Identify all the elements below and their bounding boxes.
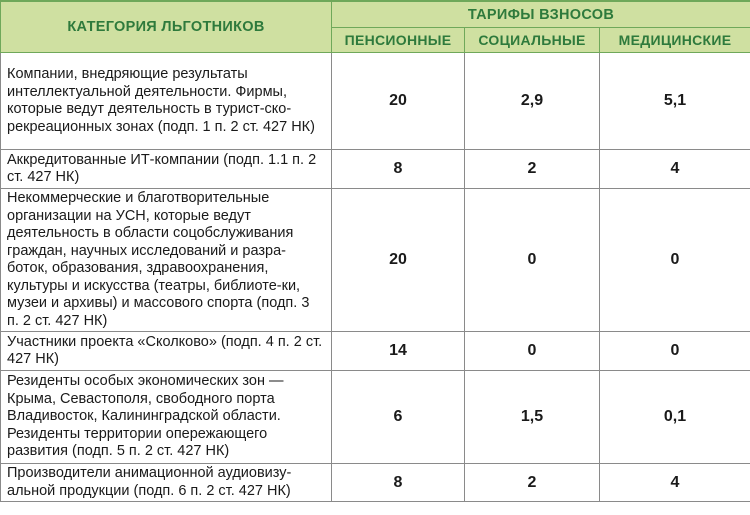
header-pension: ПЕНСИОННЫЕ	[332, 28, 465, 53]
row-pension: 14	[332, 332, 465, 371]
row-medical: 4	[600, 464, 750, 502]
header-group: ТАРИФЫ ВЗНОСОВ	[332, 1, 750, 28]
table-row	[1, 464, 750, 502]
row-pension: 8	[332, 464, 465, 502]
row-category: Производители анимационной аудиовизу-альной продукции (подп. 6 п. 2 ст. 427 НК)	[1, 464, 332, 502]
table-row	[1, 332, 750, 371]
row-social: 0	[465, 332, 600, 371]
row-medical: 0	[600, 332, 750, 371]
header-social: СОЦИАЛЬНЫЕ	[465, 28, 600, 53]
row-medical: 0,1	[600, 371, 750, 464]
row-category: Компании, внедряющие результаты интеллектуальной деятельности. Фирмы, которые ведут деятельность в турист-ско-рекреационных зонах (подп. 1 п. 2 ст. 427 НК)	[1, 53, 332, 150]
row-medical: 5,1	[600, 53, 750, 150]
row-social: 1,5	[465, 371, 600, 464]
row-category: Участники проекта «Сколково» (подп. 4 п. 2 ст. 427 НК)	[1, 332, 332, 371]
row-social: 0	[465, 189, 600, 332]
row-category: Аккредитованные ИТ-компании (подп. 1.1 п. 2 ст. 427 НК)	[1, 150, 332, 189]
table-body	[1, 53, 750, 502]
row-pension: 6	[332, 371, 465, 464]
row-category: Резиденты особых экономических зон — Крыма, Севастополя, свободного порта Владивосток, Калининградской области. Резиденты территории опережающего развития (подп. 5 п. 2 ст. 427 НК)	[1, 371, 332, 464]
table-row	[1, 189, 750, 332]
row-category: Некоммерческие и благотворительные организации на УСН, которые ведут деятельность в области соцобслуживания граждан, научных исследований и разра-боток, образования, здравоохранения, культуры и искусства (театры, библиоте-ки, музеи и архивы) и массового спорта (подп. 3 п. 2 ст. 427 НК)	[1, 189, 332, 332]
row-medical: 4	[600, 150, 750, 189]
table-row	[1, 53, 750, 150]
row-medical: 0	[600, 189, 750, 332]
table-row	[1, 371, 750, 464]
row-pension: 8	[332, 150, 465, 189]
header-category: КАТЕГОРИЯ ЛЬГОТНИКОВ	[1, 1, 332, 53]
row-social: 2	[465, 464, 600, 502]
row-pension: 20	[332, 189, 465, 332]
table-row	[1, 150, 750, 189]
row-pension: 20	[332, 53, 465, 150]
row-social: 2,9	[465, 53, 600, 150]
table-header	[1, 1, 750, 53]
row-social: 2	[465, 150, 600, 189]
header-medical: МЕДИЦИНСКИЕ	[600, 28, 750, 53]
